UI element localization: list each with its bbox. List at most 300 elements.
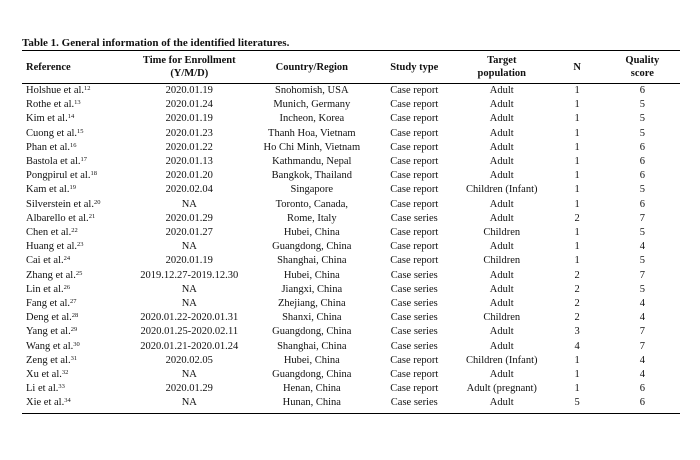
cell-reference-text: Xie et al. <box>26 397 65 409</box>
cell-quality-score-text: 7 <box>639 269 645 281</box>
cell-reference-text: Wang et al. <box>26 340 74 352</box>
cell-time-for-enrollment-text: 2020.01.21-2020.01.24 <box>140 340 239 352</box>
cell-country-region <box>249 325 374 339</box>
cell-quality-score-text: 7 <box>639 340 645 352</box>
cell-n <box>550 98 605 112</box>
table-row <box>22 226 680 240</box>
citation-number: 12 <box>84 85 91 92</box>
cell-country-region-text: Shanghai, China <box>277 340 347 352</box>
cell-quality-score-text: 4 <box>639 298 645 310</box>
cell-country-region <box>249 283 374 297</box>
cell-n <box>550 311 605 325</box>
cell-n-text: 1 <box>574 198 580 210</box>
cell-quality-score <box>605 368 680 382</box>
citation-number: 33 <box>58 383 65 391</box>
cell-reference <box>22 269 129 283</box>
cell-time-for-enrollment-text: NA <box>181 298 197 310</box>
cell-time-for-enrollment <box>129 325 249 339</box>
cell-reference <box>22 183 129 197</box>
cell-country-region-text: Rome, Italy <box>287 212 337 224</box>
cell-reference <box>22 297 129 311</box>
cell-quality-score <box>605 155 680 169</box>
cell-n-text: 2 <box>574 312 580 324</box>
citation-number: 14 <box>67 113 75 121</box>
cell-quality-score-text: 5 <box>639 227 645 239</box>
cell-target-population-text: Children <box>483 227 521 239</box>
cell-study-type-text: Case report <box>390 241 439 253</box>
cell-target-population-text: Adult <box>489 241 514 253</box>
cell-n-text: 2 <box>574 269 580 281</box>
cell-reference <box>22 354 129 368</box>
cell-time-for-enrollment-text: 2020.01.13 <box>165 156 213 168</box>
cell-n-text: 1 <box>574 170 580 182</box>
cell-quality-score-text: 5 <box>639 127 645 139</box>
cell-reference-text: Lin et al. <box>26 283 64 295</box>
cell-country-region-text: Zhejiang, China <box>277 298 346 310</box>
cell-country-region <box>249 198 374 212</box>
cell-reference-text: Xu et al. <box>26 369 62 381</box>
cell-reference <box>22 169 129 183</box>
cell-target-population <box>454 297 550 311</box>
cell-quality-score <box>605 297 680 311</box>
cell-target-population <box>454 141 550 155</box>
cell-time-for-enrollment-text: 2020.02.04 <box>165 184 213 196</box>
cell-country-region <box>249 169 374 183</box>
cell-study-type-text: Case series <box>390 283 438 295</box>
header-country-region: Country/Region <box>249 51 374 84</box>
cell-study-type-text: Case series <box>390 269 438 281</box>
cell-quality-score <box>605 112 680 126</box>
cell-country-region <box>249 112 374 126</box>
cell-time-for-enrollment <box>129 240 249 254</box>
cell-country-region <box>249 297 374 311</box>
cell-target-population <box>454 212 550 226</box>
cell-n-text: 1 <box>574 113 580 125</box>
table-row <box>22 325 680 339</box>
header-study-type: Study type <box>375 51 454 84</box>
cell-reference-text: Fang et al. <box>26 298 71 310</box>
citation-number: 27 <box>70 298 77 306</box>
cell-target-population <box>454 283 550 297</box>
cell-reference-text: Deng et al. <box>26 312 72 324</box>
cell-time-for-enrollment <box>129 254 249 268</box>
cell-reference <box>22 254 129 268</box>
cell-quality-score-text: 4 <box>639 369 645 381</box>
cell-target-population-text: Adult <box>489 170 514 182</box>
cell-quality-score <box>605 340 680 354</box>
cell-reference-text: Silverstein et al. <box>26 198 94 210</box>
cell-time-for-enrollment <box>129 84 249 99</box>
cell-study-type-text: Case report <box>390 127 439 139</box>
cell-time-for-enrollment <box>129 155 249 169</box>
cell-study-type-text: Case report <box>390 170 439 182</box>
cell-quality-score-text: 5 <box>639 283 645 295</box>
cell-time-for-enrollment-text: 2020.01.24 <box>165 99 213 111</box>
citation-number: 24 <box>63 255 71 263</box>
cell-n <box>550 127 605 141</box>
table-caption: Table 1. General information of the identified literatures. <box>22 37 290 49</box>
cell-reference-text: Zhang et al. <box>26 269 76 281</box>
cell-target-population <box>454 84 550 99</box>
cell-time-for-enrollment-text: 2020.01.22-2020.01.31 <box>140 312 239 324</box>
table-row <box>22 283 680 297</box>
cell-reference-text: Bastola et al. <box>26 156 81 168</box>
header-quality-score <box>605 51 680 84</box>
cell-quality-score <box>605 212 680 226</box>
cell-study-type <box>375 155 454 169</box>
table-row <box>22 396 680 413</box>
cell-target-population-text: Adult <box>489 269 514 281</box>
cell-reference <box>22 283 129 297</box>
cell-country-region-text: Bangkok, Thailand <box>271 170 352 182</box>
cell-target-population <box>454 382 550 396</box>
cell-country-region <box>249 354 374 368</box>
cell-n-text: 2 <box>574 212 580 224</box>
cell-quality-score-text: 6 <box>639 141 645 153</box>
cell-quality-score <box>605 98 680 112</box>
cell-target-population-text: Children (Infant) <box>466 184 538 196</box>
header-pop-line1: Target <box>487 55 517 66</box>
cell-reference-text: Rothe et al. <box>26 99 75 111</box>
cell-country-region <box>249 382 374 396</box>
cell-quality-score <box>605 254 680 268</box>
cell-reference-text: Kim et al. <box>26 113 68 125</box>
cell-target-population <box>454 98 550 112</box>
cell-target-population <box>454 198 550 212</box>
cell-study-type <box>375 226 454 240</box>
cell-country-region <box>249 240 374 254</box>
citation-number: 15 <box>77 127 84 135</box>
cell-quality-score <box>605 240 680 254</box>
cell-target-population <box>454 354 550 368</box>
cell-time-for-enrollment <box>129 112 249 126</box>
cell-time-for-enrollment <box>129 183 249 197</box>
citation-number: 19 <box>69 184 76 192</box>
cell-n-text: 1 <box>574 127 580 139</box>
cell-study-type-text: Case report <box>390 354 439 366</box>
cell-country-region <box>249 368 374 382</box>
cell-target-population-text: Adult <box>489 283 514 295</box>
cell-reference <box>22 396 129 413</box>
cell-target-population-text: Adult <box>489 212 514 224</box>
literature-table <box>22 50 680 414</box>
cell-quality-score-text: 5 <box>639 99 645 111</box>
table-body <box>22 84 680 414</box>
cell-quality-score <box>605 198 680 212</box>
cell-country-region <box>249 396 374 413</box>
cell-study-type <box>375 354 454 368</box>
cell-quality-score-text: 5 <box>639 184 645 196</box>
cell-n <box>550 198 605 212</box>
table-row <box>22 297 680 311</box>
cell-study-type-text: Case report <box>390 141 439 153</box>
cell-quality-score <box>605 396 680 413</box>
cell-reference-text: Albarello et al. <box>26 212 89 224</box>
table-row <box>22 112 680 126</box>
cell-study-type-text: Case series <box>390 397 438 409</box>
cell-country-region-text: Snohomish, USA <box>275 85 349 96</box>
cell-time-for-enrollment <box>129 396 249 413</box>
cell-time-for-enrollment <box>129 340 249 354</box>
header-time-line2: (Y/M/D) <box>170 68 209 79</box>
cell-study-type-text: Case report <box>390 85 439 96</box>
cell-country-region-text: Hunan, China <box>282 397 341 409</box>
table-row <box>22 127 680 141</box>
cell-study-type <box>375 212 454 226</box>
citation-number: 28 <box>71 312 79 320</box>
cell-n <box>550 283 605 297</box>
cell-reference-text: Cai et al. <box>26 255 64 267</box>
header-pop-line2: population <box>477 68 526 79</box>
cell-reference-text: Li et al. <box>26 383 59 395</box>
cell-country-region-text: Hubei, China <box>283 227 340 239</box>
cell-reference-text: Yang et al. <box>26 326 71 338</box>
cell-reference <box>22 112 129 126</box>
cell-time-for-enrollment-text: 2020.01.29 <box>165 212 213 224</box>
cell-quality-score <box>605 354 680 368</box>
cell-study-type <box>375 254 454 268</box>
cell-country-region <box>249 84 374 99</box>
cell-target-population <box>454 325 550 339</box>
cell-study-type <box>375 240 454 254</box>
cell-study-type-text: Case report <box>390 184 439 196</box>
cell-study-type <box>375 368 454 382</box>
cell-time-for-enrollment-text: 2020.01.25-2020.02.11 <box>140 326 239 338</box>
cell-time-for-enrollment <box>129 368 249 382</box>
cell-reference <box>22 368 129 382</box>
cell-study-type <box>375 112 454 126</box>
cell-study-type <box>375 396 454 413</box>
cell-reference <box>22 198 129 212</box>
citation-number: 34 <box>64 397 71 405</box>
table-row <box>22 169 680 183</box>
cell-study-type <box>375 311 454 325</box>
cell-n <box>550 269 605 283</box>
cell-target-population-text: Adult <box>489 141 514 153</box>
cell-quality-score <box>605 183 680 197</box>
cell-n <box>550 169 605 183</box>
cell-time-for-enrollment <box>129 98 249 112</box>
cell-country-region <box>249 155 374 169</box>
cell-n-text: 1 <box>574 227 580 239</box>
cell-target-population <box>454 396 550 413</box>
cell-time-for-enrollment-text: NA <box>181 283 197 295</box>
cell-study-type <box>375 84 454 99</box>
cell-country-region-text: Guangdong, China <box>272 326 352 338</box>
cell-reference <box>22 98 129 112</box>
cell-target-population-text: Adult <box>489 326 514 338</box>
table-row <box>22 84 680 99</box>
cell-time-for-enrollment <box>129 269 249 283</box>
cell-study-type <box>375 127 454 141</box>
citation-number: 17 <box>80 156 88 164</box>
cell-reference <box>22 240 129 254</box>
cell-country-region-text: Thanh Hoa, Vietnam <box>268 127 356 139</box>
cell-time-for-enrollment <box>129 127 249 141</box>
cell-country-region <box>249 311 374 325</box>
cell-n-text: 3 <box>574 326 580 338</box>
cell-country-region-text: Ho Chi Minh, Vietnam <box>263 141 361 153</box>
table-row <box>22 368 680 382</box>
cell-reference-text: Phan et al. <box>26 141 71 153</box>
cell-reference <box>22 84 129 99</box>
cell-quality-score-text: 7 <box>639 326 645 338</box>
cell-target-population <box>454 340 550 354</box>
cell-quality-score <box>605 325 680 339</box>
cell-time-for-enrollment-text: 2020.01.19 <box>165 113 213 125</box>
cell-country-region-text: Incheon, Korea <box>279 113 345 125</box>
cell-reference <box>22 155 129 169</box>
cell-time-for-enrollment-text: NA <box>181 241 197 253</box>
cell-study-type-text: Case series <box>390 312 438 324</box>
cell-quality-score-text: 6 <box>639 170 645 182</box>
citation-number: 22 <box>71 227 78 235</box>
cell-target-population <box>454 311 550 325</box>
cell-reference <box>22 226 129 240</box>
cell-n <box>550 84 605 99</box>
table-row <box>22 354 680 368</box>
cell-target-population-text: Children (Infant) <box>466 354 538 366</box>
cell-target-population-text: Adult <box>489 369 514 381</box>
cell-time-for-enrollment-text: 2020.01.19 <box>165 85 213 96</box>
cell-reference <box>22 382 129 396</box>
cell-time-for-enrollment-text: 2020.01.27 <box>165 227 213 239</box>
cell-n-text: 1 <box>574 99 580 111</box>
table-row <box>22 340 680 354</box>
cell-quality-score-text: 4 <box>639 354 645 366</box>
table-row <box>22 254 680 268</box>
cell-n <box>550 382 605 396</box>
table-row <box>22 155 680 169</box>
cell-n <box>550 297 605 311</box>
cell-study-type <box>375 183 454 197</box>
cell-quality-score <box>605 169 680 183</box>
cell-study-type <box>375 382 454 396</box>
cell-country-region <box>249 226 374 240</box>
cell-quality-score-text: 5 <box>639 255 645 267</box>
cell-study-type-text: Case report <box>390 113 439 125</box>
cell-time-for-enrollment <box>129 382 249 396</box>
cell-country-region-text: Munich, Germany <box>273 99 351 111</box>
cell-country-region <box>249 269 374 283</box>
cell-n <box>550 141 605 155</box>
cell-n <box>550 183 605 197</box>
cell-target-population <box>454 127 550 141</box>
cell-target-population-text: Adult <box>489 298 514 310</box>
cell-n-text: 4 <box>574 340 580 352</box>
cell-target-population <box>454 155 550 169</box>
citation-number: 30 <box>73 340 80 348</box>
cell-study-type-text: Case series <box>390 326 438 338</box>
header-reference: Reference <box>22 51 129 84</box>
cell-time-for-enrollment-text: 2020.01.29 <box>165 383 213 395</box>
cell-reference-text: Chen et al. <box>26 227 72 239</box>
cell-study-type-text: Case report <box>390 369 439 381</box>
cell-target-population-text: Adult <box>489 397 514 409</box>
cell-n-text: 1 <box>574 255 580 267</box>
cell-target-population <box>454 368 550 382</box>
cell-country-region-text: Hubei, China <box>283 354 340 366</box>
cell-quality-score-text: 4 <box>639 312 645 324</box>
cell-time-for-enrollment <box>129 169 249 183</box>
cell-target-population <box>454 240 550 254</box>
cell-reference-text: Holshue et al. <box>26 85 85 96</box>
cell-study-type <box>375 141 454 155</box>
citation-number: 16 <box>70 141 77 149</box>
cell-time-for-enrollment-text: NA <box>181 397 197 409</box>
citation-number: 18 <box>90 170 97 178</box>
cell-reference <box>22 311 129 325</box>
table-row <box>22 382 680 396</box>
cell-target-population-text: Adult <box>489 340 514 352</box>
cell-study-type-text: Case report <box>390 255 439 267</box>
table-row <box>22 240 680 254</box>
cell-quality-score-text: 6 <box>639 85 645 96</box>
cell-reference-text: Huang et al. <box>26 241 78 253</box>
cell-n-text: 1 <box>574 156 580 168</box>
header-quality-line1: Quality <box>625 55 660 66</box>
cell-country-region <box>249 141 374 155</box>
table-row <box>22 311 680 325</box>
citation-number: 13 <box>74 99 81 107</box>
cell-n <box>550 396 605 413</box>
citation-number: 26 <box>63 283 71 291</box>
cell-country-region <box>249 340 374 354</box>
cell-n-text: 1 <box>574 354 580 366</box>
cell-time-for-enrollment <box>129 354 249 368</box>
table-row <box>22 183 680 197</box>
cell-time-for-enrollment <box>129 297 249 311</box>
cell-time-for-enrollment <box>129 212 249 226</box>
citation-number: 32 <box>61 369 69 377</box>
cell-time-for-enrollment <box>129 311 249 325</box>
cell-country-region-text: Hubei, China <box>283 269 340 281</box>
citation-number: 29 <box>70 326 78 334</box>
cell-study-type <box>375 297 454 311</box>
cell-quality-score-text: 5 <box>639 113 645 125</box>
cell-quality-score-text: 4 <box>639 241 645 253</box>
table-header-row <box>22 51 680 84</box>
cell-quality-score <box>605 382 680 396</box>
cell-study-type-text: Case report <box>390 383 439 395</box>
cell-time-for-enrollment-text: NA <box>181 369 197 381</box>
cell-time-for-enrollment-text: 2020.02.05 <box>165 354 213 366</box>
cell-target-population <box>454 112 550 126</box>
cell-country-region-text: Shanghai, China <box>277 255 347 267</box>
cell-n-text: 1 <box>574 85 580 96</box>
cell-n <box>550 112 605 126</box>
cell-country-region <box>249 212 374 226</box>
cell-target-population <box>454 254 550 268</box>
header-target-population <box>454 51 550 84</box>
cell-reference <box>22 325 129 339</box>
cell-country-region <box>249 127 374 141</box>
cell-country-region-text: Jiangxi, China <box>281 283 343 295</box>
cell-time-for-enrollment <box>129 226 249 240</box>
cell-n <box>550 254 605 268</box>
cell-study-type-text: Case series <box>390 298 438 310</box>
cell-n <box>550 155 605 169</box>
cell-reference <box>22 340 129 354</box>
cell-n <box>550 240 605 254</box>
cell-n <box>550 340 605 354</box>
cell-target-population-text: Adult <box>489 85 514 96</box>
cell-study-type <box>375 169 454 183</box>
cell-country-region-text: Toronto, Canada, <box>275 198 349 210</box>
cell-quality-score <box>605 127 680 141</box>
cell-n-text: 1 <box>574 369 580 381</box>
cell-target-population <box>454 183 550 197</box>
